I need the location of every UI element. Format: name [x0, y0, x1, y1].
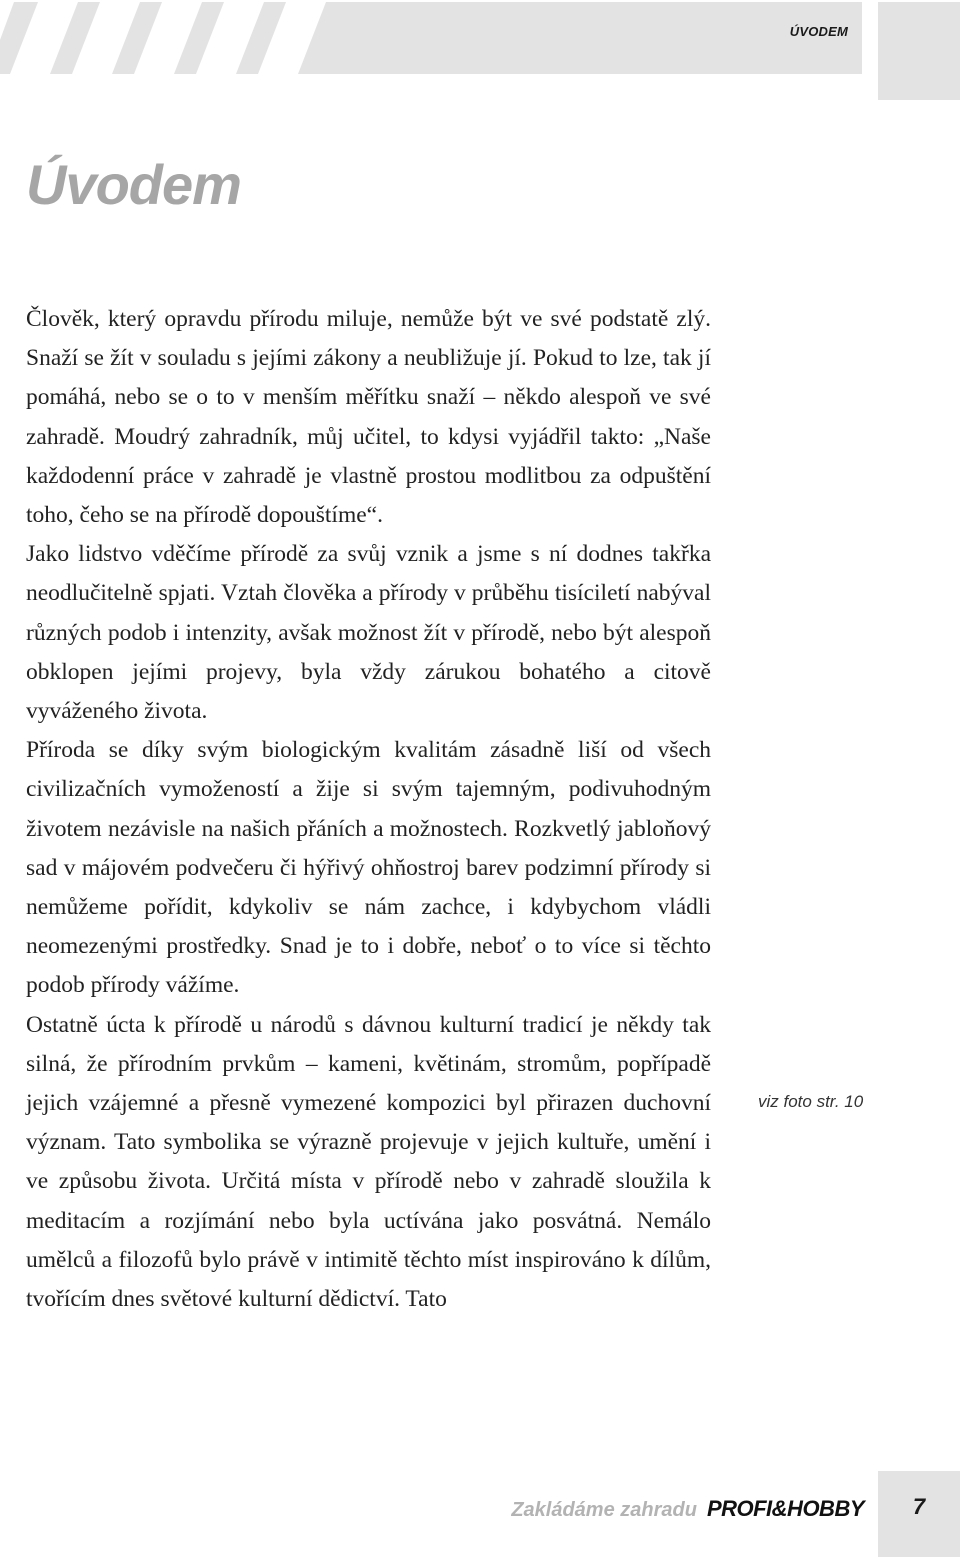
body-text: [26, 300, 711, 1319]
footer-publication-line: [511, 1496, 864, 1522]
header-stripes-decoration: [0, 2, 330, 74]
footer-series-title: Zakládáme zahradu: [511, 1499, 697, 1521]
paragraph: Ostatně úcta k přírodě u národů s dávnou kulturní tradicí je někdy tak silná, že přírodním prvkům – kameni, květinám, stromům, popřípadě jejich vzájemné a přesně vymezené kompozici byl přirazen duchovní význam. Tato symbolika se výrazně projevuje v jejich kultuře, umění i ve způsobu života. Určitá místa v přírodě nebo v zahradě sloužila k meditacím a rozjímání nebo byla uctívána jako posvátná. Nemálo umělců a filozofů bylo právě v intimitě těchto míst inspirováno k dílům, tvořícím dnes světové kulturní dědictví. Tato: [26, 1011, 711, 1313]
page-number: 7: [912, 1494, 926, 1519]
paragraph: Člověk, který opravdu přírodu miluje, nemůže být ve své podstatě zlý. Snaží se žít v souladu s jejími zákony a neubližuje jí. Pokud to lze, tak jí pomáhá, nebo se o to v menším měřítku snaží – někdo alespoň ve své zahradě. Moudrý zahradník, můj učitel, to kdysi vyjádřil takto: „Naše každodenní práce v zahradě je vlastně prostou modlitbou za odpuštění toho, čeho se na přírodě dopouštíme“.: [26, 306, 711, 529]
header-band: [0, 2, 862, 74]
paragraph: Jako lidstvo vděčíme přírodě za svůj vznik a jsme s ní dodnes takřka neodlučitelně spjati. Vztah člověka a přírody v průběhu tisíciletí nabýval různých podob i intenzity, avšak možnost žít v přírodě, nebo být alespoň obklopen jejími projevy, byla vždy zárukou bohatého a citově vyváženého života.: [26, 541, 711, 725]
margin-note: viz foto str. 10: [758, 1092, 864, 1111]
paragraph: Příroda se díky svým biologickým kvalitám zásadně liší od všech civilizačních vymožeností a žije si svým tajemným, podivuhodným životem nezávisle na našich přáních a možnostech. Rozkvetlý jabloňový sad v májovém podvečeru či hýřivý ohňostroj barev podzimní přírody si nemůžeme pořídit, kdykoliv se nám zachce, i kdybychom vládli neomezenými prostředky. Snad je to i dobře, neboť o to více si těchto podob přírody vážíme.: [26, 737, 711, 999]
running-header-label: ÚVODEM: [789, 24, 848, 39]
header-corner-box: [878, 2, 960, 100]
page-title: Úvodem: [26, 153, 241, 216]
footer-brand-logo: PROFI&HOBBY: [706, 1496, 864, 1521]
